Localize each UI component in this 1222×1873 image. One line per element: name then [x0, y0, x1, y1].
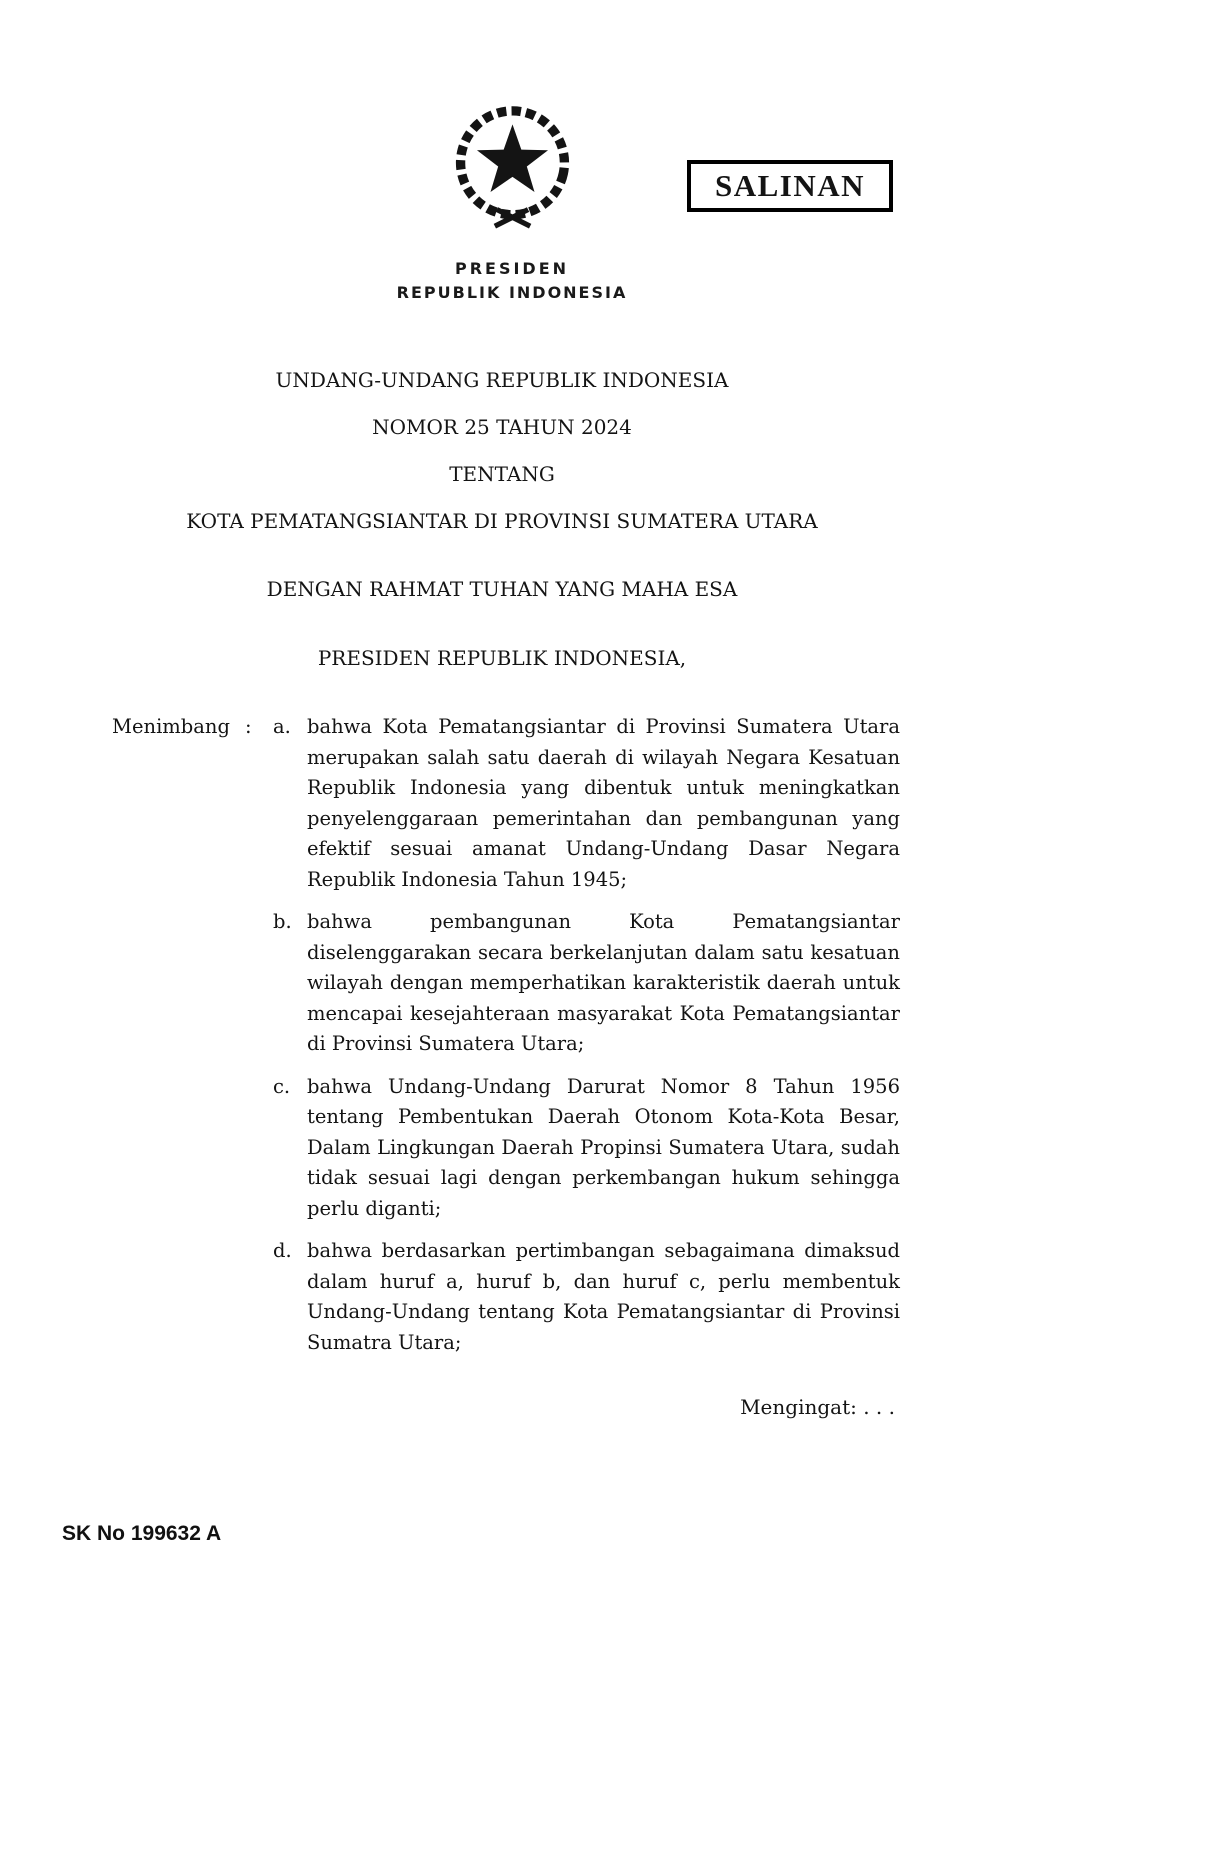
menimbang-items	[273, 712, 900, 1358]
list-item-text: bahwa Kota Pematangsiantar di Provinsi Sumatera Utara merupakan salah satu daerah di wilayah Negara Kesatuan Republik Indonesia yang dibentuk untuk meningkatkan penyelenggaraan pemerintahan dan pembangunan yang efektif sesuai amanat Undang-Undang Dasar Negara Republik Indonesia Tahun 1945;	[307, 715, 900, 891]
salinan-stamp-label: SALINAN	[714, 168, 866, 203]
salinan-stamp	[687, 160, 893, 212]
presidential-seal-icon	[445, 98, 580, 238]
letterhead-presiden: PRESIDEN	[454, 259, 570, 278]
list-item	[273, 1236, 900, 1358]
title-subject: KOTA PEMATANGSIANTAR DI PROVINSI SUMATERA UTARA	[186, 509, 818, 533]
menimbang-colon: :	[245, 715, 252, 738]
title-law-name: UNDANG-UNDANG REPUBLIK INDONESIA	[275, 368, 729, 392]
list-item-text: bahwa Undang-Undang Darurat Nomor 8 Tahun 1956 tentang Pembentukan Daerah Otonom Kota-Kota Besar, Dalam Lingkungan Daerah Propinsi Sumatera Utara, sudah tidak sesuai lagi dengan perkembangan hukum sehingga perlu diganti;	[307, 1074, 900, 1220]
letterhead	[312, 259, 712, 302]
title-president-line: PRESIDEN REPUBLIK INDONESIA,	[317, 646, 687, 670]
menimbang-label: Menimbang	[112, 715, 230, 738]
list-item	[273, 1072, 900, 1225]
title-block	[102, 368, 902, 693]
list-item	[273, 907, 900, 1060]
list-item-text: bahwa pembangunan Kota Pematangsiantar diselenggarakan secara berkelanjutan dalam satu kesatuan wilayah dengan memperhatikan karakteristik daerah untuk mencapai kesejahteraan masyarakat Kota Pematangsiantar di Provinsi Sumatera Utara;	[307, 910, 900, 1055]
list-item-letter: d.	[273, 1239, 292, 1262]
title-law-number: NOMOR 25 TAHUN 2024	[372, 415, 632, 439]
list-item-letter: b.	[273, 910, 292, 933]
list-item	[273, 712, 900, 895]
menimbang-section	[112, 712, 900, 1358]
list-item-letter: c.	[273, 1074, 291, 1098]
list-item-text: bahwa berdasarkan pertimbangan sebagaimana dimaksud dalam huruf a, huruf b, dan huruf c, perlu membentuk Undang-Undang tentang Kota Pematangsiantar di Provinsi Sumatra Utara;	[307, 1239, 900, 1354]
title-invocation: DENGAN RAHMAT TUHAN YANG MAHA ESA	[266, 577, 738, 601]
sk-number: SK No 199632 A	[62, 1522, 222, 1545]
continuation-marker: Mengingat: . . .	[740, 1395, 895, 1419]
letterhead-republik-indonesia: REPUBLIK INDONESIA	[396, 283, 628, 302]
list-item-letter: a.	[273, 715, 291, 738]
title-tentang: TENTANG	[449, 462, 555, 486]
